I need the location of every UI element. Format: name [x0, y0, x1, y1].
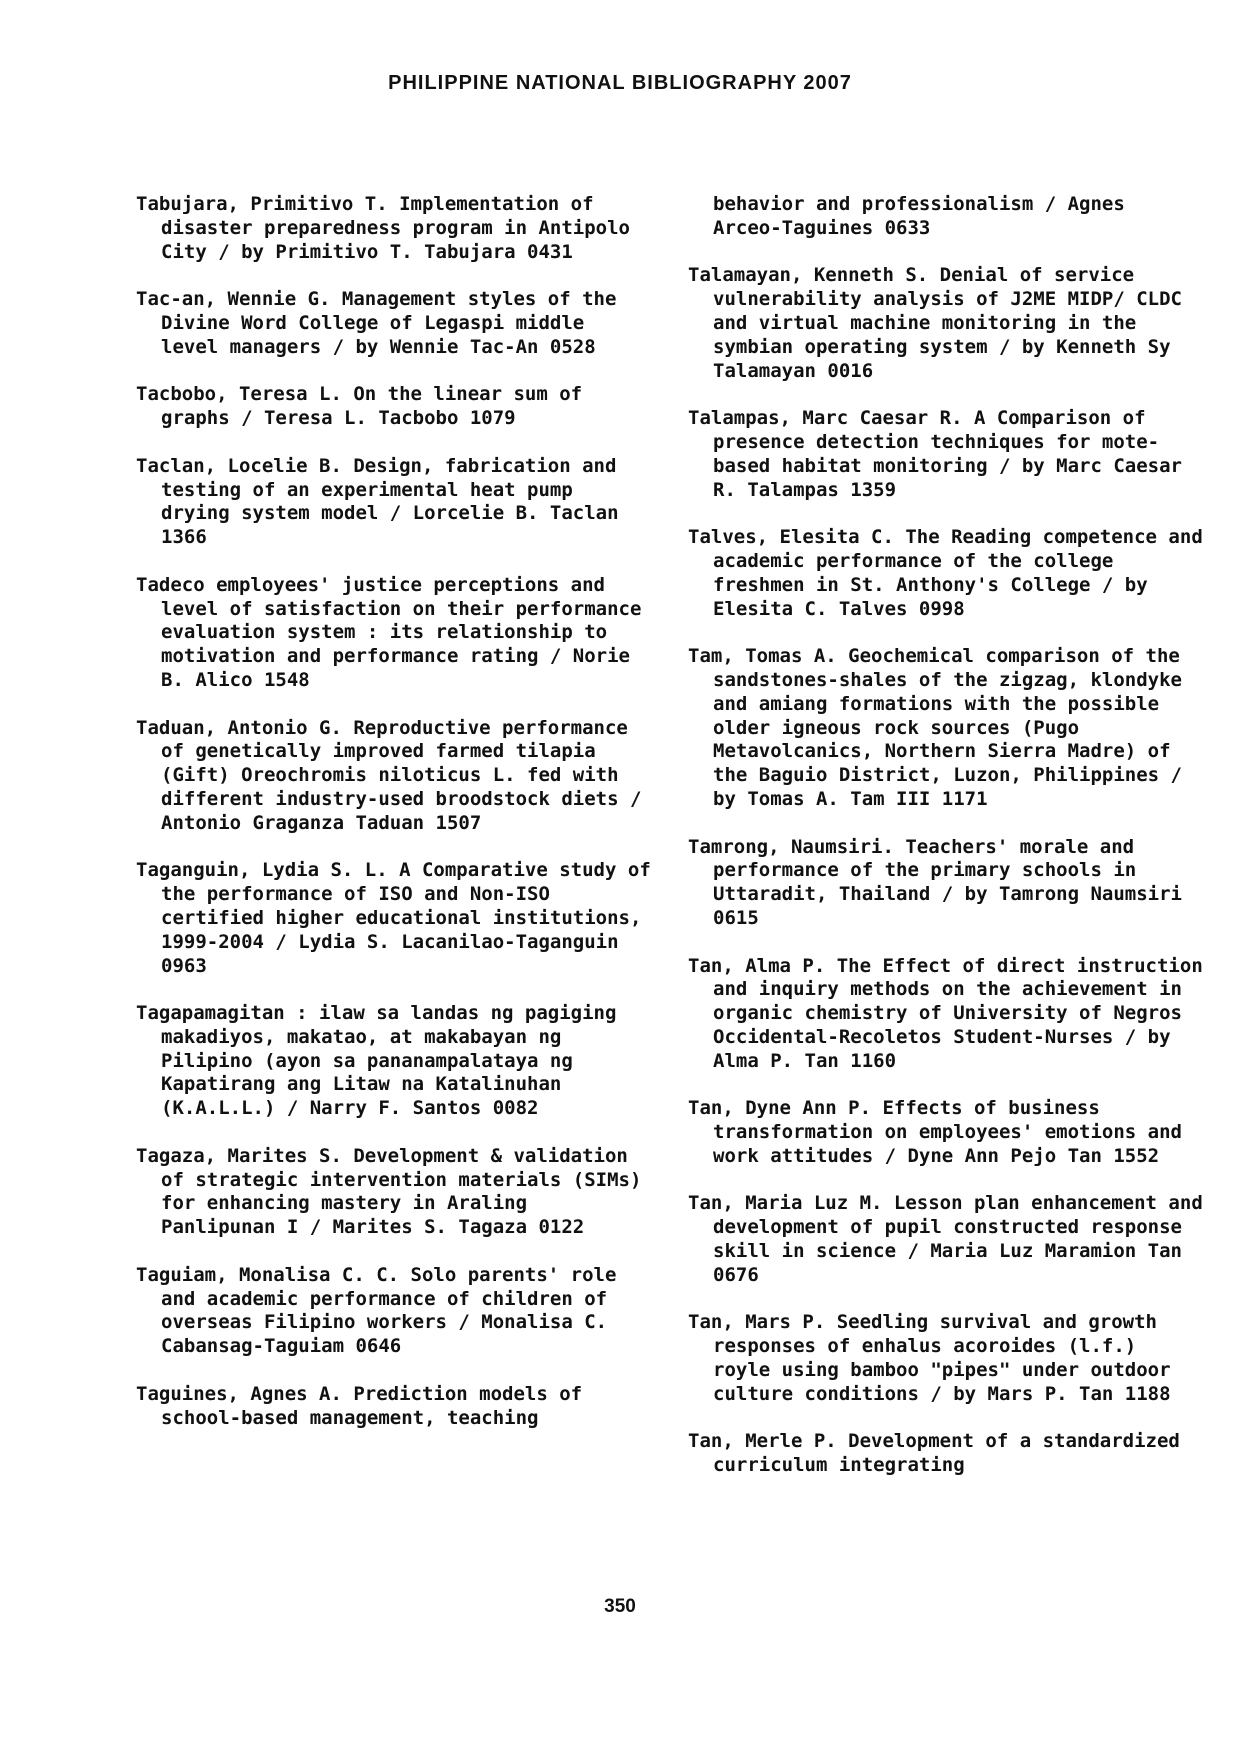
bibliography-entry: Tagapamagitan : ilaw sa landas ng pagiging makadiyos, makatao, at makabayan ng Pilipino (ayon sa pananampalataya ng Kapatirang ang Litaw na Katalinuhan (K.A.L.L.) / Narry F. Santos 0082 — [136, 1002, 628, 1120]
page-header-title: PHILIPPINE NATIONAL BIBLIOGRAPHY 2007 — [388, 72, 852, 94]
bibliography-entry: Talves, Elesita C. The Reading competence and academic performance of the college freshmen in St. Anthony's College / by Elesita C. Talves 0998 — [688, 526, 1215, 620]
bibliography-entry: Tan, Mars P. Seedling survival and growth responses of enhalus acoroides (l.f.) royle using bamboo "pipes" under outdoor culture conditions / by Mars P. Tan 1188 — [688, 1311, 1183, 1405]
bibliography-entry: Taduan, Antonio G. Reproductive performance of genetically improved farmed tilapia (Gift) Oreochromis niloticus L. fed with different industry-used broodstock diets / Antonio Graganza Taduan 1507 — [136, 716, 653, 834]
bibliography-entry: Taclan, Locelie B. Design, fabrication and testing of an experimental heat pump drying system model / Lorcelie B. Taclan 1366 — [136, 454, 631, 549]
bibliography-entry: Taguines, Agnes A. Prediction models of school-based management, teaching — [136, 1382, 594, 1429]
bibliography-entry: Tagaza, Marites S. Development & validation of strategic intervention materials (SIMs) for enhancing mastery in Araling Panlipunan I / Marites S. Tagaza 0122 — [136, 1144, 653, 1239]
bibliography-entry: Tan, Alma P. The Effect of direct instruction and inquiry methods on the achievement in organic chemistry of University of Negros Occidental-Recoletos Student-Nurses / by Alma P. Tan 1160 — [688, 954, 1215, 1072]
bibliography-entry: Taganguin, Lydia S. L. A Comparative study of the performance of ISO and Non-ISO certified higher educational institutions, 1999-2004 / Lydia S. Lacanilao-Taganguin 0963 — [136, 859, 663, 977]
bibliography-entry: Talampas, Marc Caesar R. A Comparison of presence detection techniques for mote-based habitat monitoring / by Marc Caesar R. Talampas 1359 — [688, 407, 1194, 501]
bibliography-entry: Tan, Merle P. Development of a standardized curriculum integrating — [688, 1430, 1192, 1477]
bibliography-entry: Tac-an, Wennie G. Management styles of the Divine Word College of Legaspi middle level managers / by Wennie Tac-An 0528 — [136, 288, 628, 358]
bibliography-entry: Tacbobo, Teresa L. On the linear sum of graphs / Teresa L. Tacbobo 1079 — [136, 383, 594, 430]
bibliography-entry: Talamayan, Kenneth S. Denial of service vulnerability analysis of J2ME MIDP/ CLDC and virtual machine monitoring in the symbian operating system / by Kenneth Sy Talamayan 0016 — [688, 264, 1194, 382]
bibliography-entry: Tadeco employees' justice perceptions and level of satisfaction on their performance evaluation system : its relationship to motivation and performance rating / Norie B. Alico 1548 — [136, 573, 653, 691]
bibliography-entry: Tamrong, Naumsiri. Teachers' morale and performance of the primary schools in Uttaradit, Thailand / by Tamrong Naumsiri 0615 — [688, 835, 1194, 929]
page-number: 350 — [604, 1596, 636, 1617]
bibliography-entry: Taguiam, Monalisa C. C. Solo parents' role and academic performance of children of overseas Filipino workers / Monalisa C. Cabansag-Taguiam 0646 — [136, 1263, 628, 1358]
bibliography-entry: Tan, Dyne Ann P. Effects of business transformation on employees' emotions and work attitudes / Dyne Ann Pejo Tan 1552 — [688, 1097, 1194, 1167]
bibliography-entry: Tan, Maria Luz M. Lesson plan enhancement and development of pupil constructed response skill in science / Maria Luz Maramion Tan 0676 — [688, 1192, 1215, 1286]
left-column — [136, 193, 663, 1454]
right-column — [688, 193, 1215, 1502]
bibliography-entry-continued: behavior and professionalism / Agnes Arceo-Taguines 0633 — [713, 193, 1137, 239]
bibliography-entry: Tabujara, Primitivo T. Implementation of disaster preparedness program in Antipolo City / by Primitivo T. Tabujara 0431 — [136, 193, 642, 263]
bibliography-entry: Tam, Tomas A. Geochemical comparison of the sandstones-shales of the zigzag, klondyke and amiang formations with the possible older igneous rock sources (Pugo Metavolcanics, Northern Sierra Madre) of the Baguio District, Luzon, Philippines / by Tomas A. Tam III 1171 — [688, 645, 1194, 810]
